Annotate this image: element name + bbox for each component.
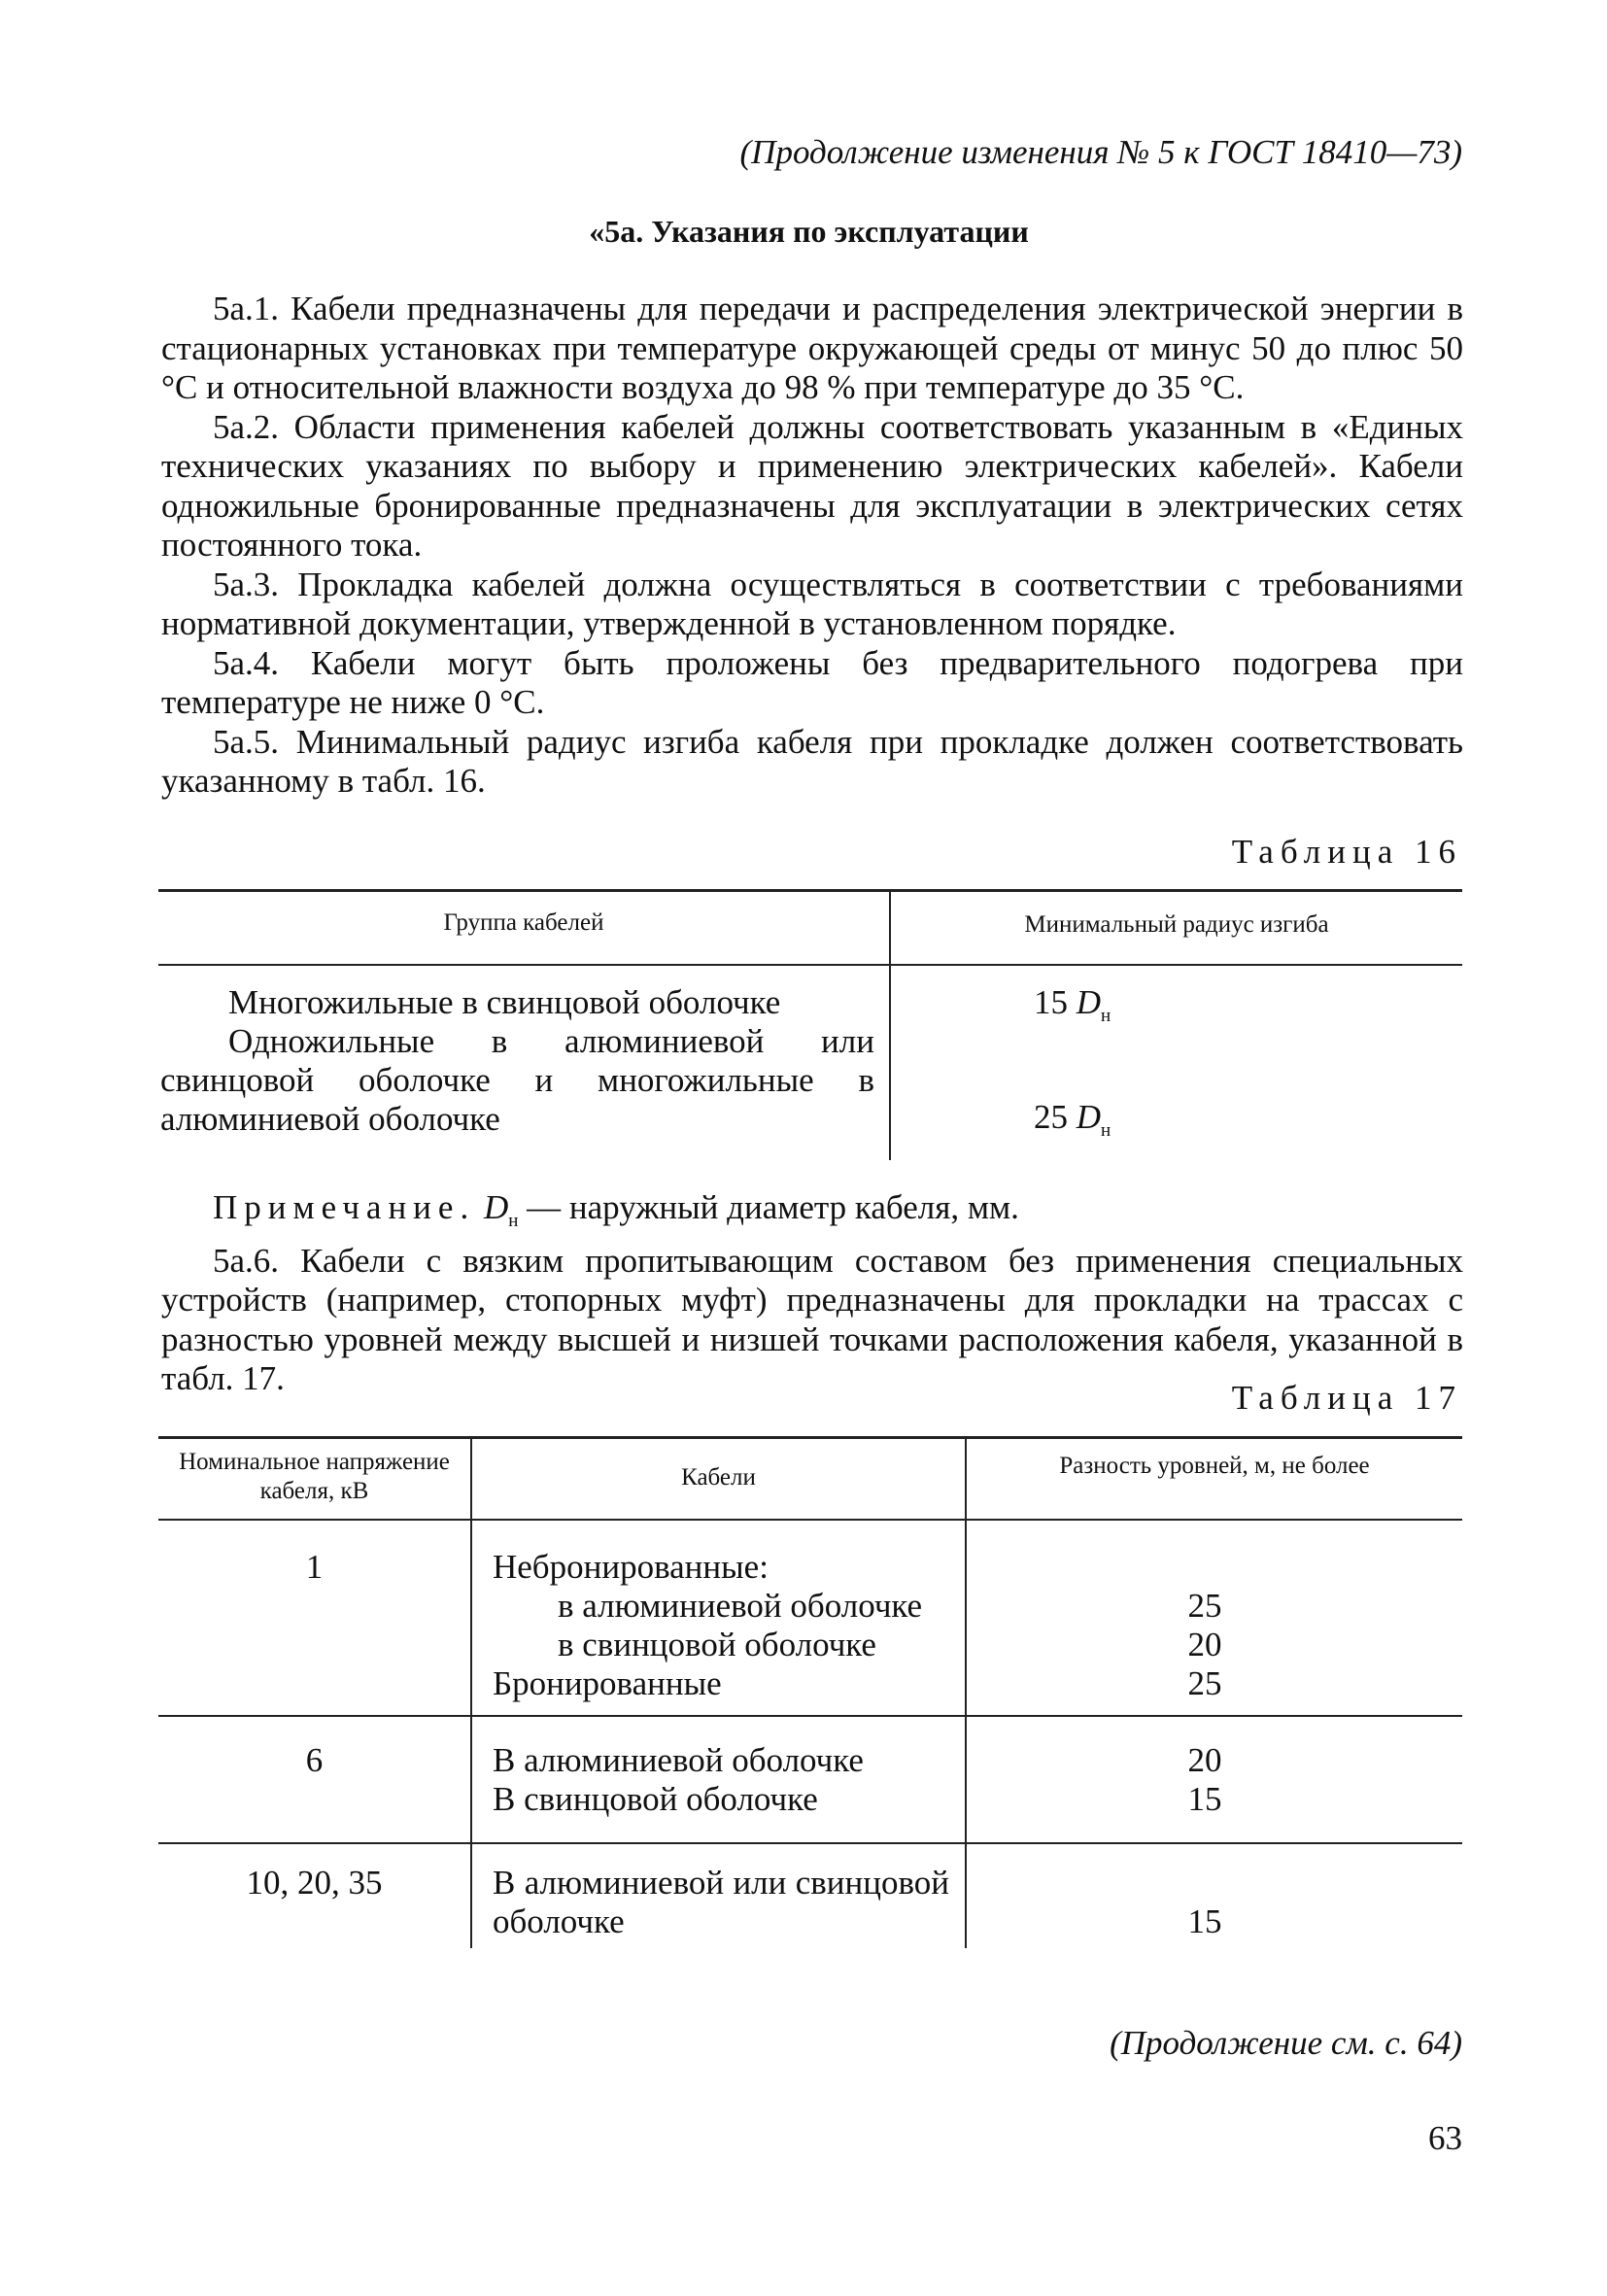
list-item: 20	[1187, 1741, 1222, 1779]
table17-levels-1	[967, 1587, 1443, 1703]
list-item: 25	[1187, 1587, 1222, 1625]
table17-cables-1	[493, 1548, 959, 1703]
continuation-note: (Продолжение см. с. 64)	[1110, 2024, 1462, 2062]
table17-voltage-2: 6	[305, 1741, 324, 1779]
body-text-block	[161, 290, 1463, 802]
paragraph-5a2: 5а.2. Области применения кабелей должны соответствовать указанным в «Единых технических указаниях по выбору и применению электрических кабелей». Кабели одножильные бронированные предназначены для эксплуатации в электрических сетях постоянного тока.	[161, 407, 1463, 564]
list-item: 15	[1187, 1780, 1222, 1818]
table16-row1-value: 15 $D_н$	[1034, 983, 1111, 1026]
list-item: в свинцовой оболочке	[558, 1626, 876, 1663]
list-item: 20	[1187, 1626, 1222, 1663]
page-number: 63	[1428, 2119, 1462, 2157]
table16-header-rule	[158, 964, 1462, 966]
table16-header-group: Группа кабелей	[443, 909, 604, 936]
table17-voltage-1: 1	[305, 1548, 324, 1586]
table17-caption: Таблица 17	[1231, 1379, 1462, 1417]
table16-row2-value: 25 $D_н$	[1034, 1098, 1111, 1141]
table17-group2-rule	[158, 1842, 1462, 1844]
table16-caption: Таблица 16	[1231, 833, 1462, 871]
table17-cables-2	[493, 1741, 959, 1819]
list-item: в алюминиевой оболочке	[558, 1587, 923, 1625]
note-and-paragraph-block	[161, 1188, 1463, 1399]
table17-top-rule	[158, 1436, 1462, 1439]
table16-top-rule	[158, 889, 1462, 892]
table17-levels-3: 15	[1187, 1902, 1222, 1940]
section-title: «5а. Указания по эксплуатации	[589, 214, 1029, 249]
table17-group1-rule	[158, 1715, 1462, 1717]
list-item: Бронированные	[493, 1664, 722, 1702]
table17-levels-2	[967, 1741, 1443, 1819]
paragraph-5a1: 5а.1. Кабели предназначены для передачи и распределения электрической энергии в стационарных установках при температуре окружающей среды от минус 50 до плюс 50 °С и относительной влажности воздуха до 98 % при температуре до 35 °С.	[161, 290, 1463, 406]
table17-header-voltage: Номинальное напряжение кабеля, кВ	[179, 1449, 450, 1504]
table17-header-cables: Кабели	[681, 1464, 756, 1491]
list-item: 25	[1187, 1664, 1222, 1702]
table16-row2-group: Одножильные в алюминиевой или свинцовой оболочке и многожильные в алюминиевой оболочке	[160, 1022, 874, 1138]
paragraph-5a6: 5а.6. Кабели с вязким пропитывающим составом без применения специальных устройств (например, стопорных муфт) предназначены для прокладки на трассах с разностью уровней между высшей и низшей точками расположения кабеля, указанной в табл. 17.	[161, 1241, 1463, 1397]
table17-header-rule	[158, 1519, 1462, 1521]
table16-row1-group: Многожильные в свинцовой оболочке	[228, 983, 781, 1021]
running-header: (Продолжение изменения № 5 к ГОСТ 18410—73)	[739, 133, 1462, 171]
table16-header-radius: Минимальный радиус изгиба	[1024, 911, 1329, 938]
paragraph-5a3: 5а.3. Прокладка кабелей должна осуществляться в соответствии с требованиями нормативной документации, утвержденной в установленном порядке.	[161, 565, 1463, 642]
paragraph-5a5: 5а.5. Минимальный радиус изгиба кабеля при прокладке должен соответствовать указанному в табл. 16.	[161, 722, 1463, 800]
list-item: Небронированные:	[493, 1548, 769, 1586]
paragraph-5a4: 5а.4. Кабели могут быть проложены без предварительного подогрева при температуре не ниже 0 °С.	[161, 643, 1463, 721]
table16-note: Примечание. $D_н$ — наружный диаметр кабеля, мм.	[213, 1188, 1019, 1231]
table17-voltage-3: 10, 20, 35	[246, 1864, 383, 1902]
list-item: В алюминиевой оболочке	[493, 1741, 864, 1779]
list-item: В свинцовой оболочке	[493, 1780, 818, 1818]
table17-divider-1	[470, 1437, 472, 1948]
table17-cables-3: В алюминиевой или свинцовой оболочке	[493, 1864, 949, 1940]
table17-header-level: Разность уровней, м, не более	[1059, 1453, 1370, 1479]
